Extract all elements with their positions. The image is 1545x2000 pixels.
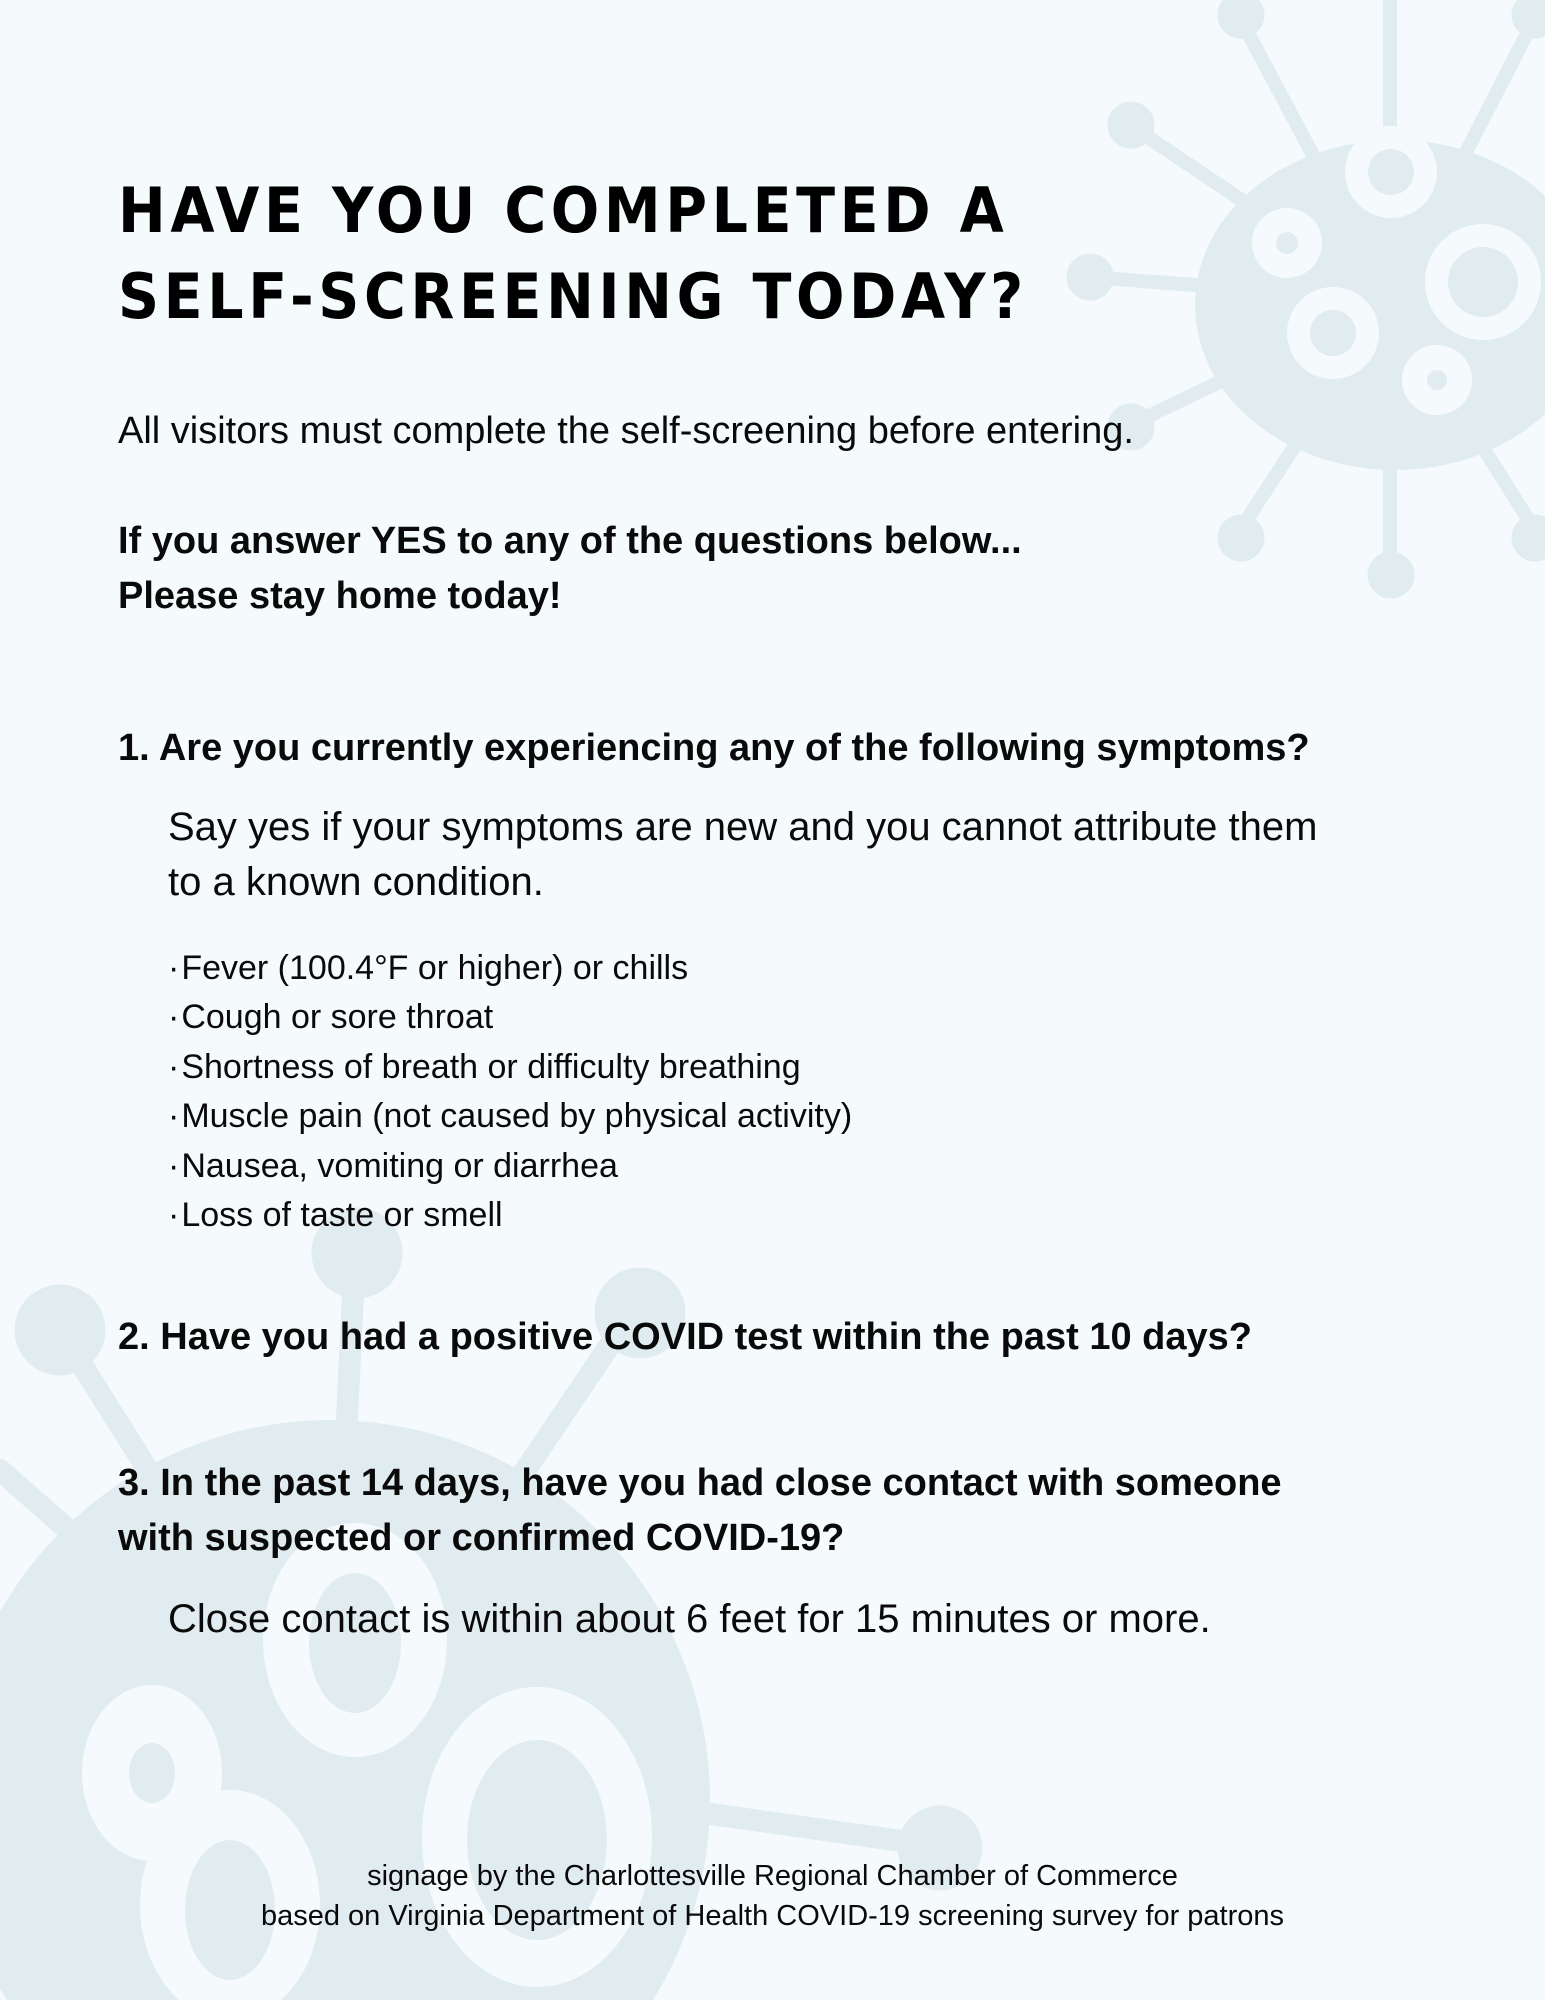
bullet-icon: ·	[168, 1047, 180, 1086]
bullet-icon: ·	[168, 1097, 180, 1136]
list-item	[168, 1043, 852, 1092]
question-1	[118, 721, 1310, 776]
list-item	[168, 1142, 852, 1191]
list-item	[168, 944, 852, 993]
question-3-note	[168, 1592, 1211, 1647]
question-2	[118, 1310, 1252, 1365]
symptom-list	[168, 944, 852, 1240]
question-1-note-line-2: to a known condition.	[168, 860, 544, 904]
question-3	[118, 1456, 1282, 1566]
symptom-label: Muscle pain (not caused by physical activity)	[181, 1097, 853, 1136]
intro-text: All visitors must complete the self-screening before entering.	[118, 410, 1134, 452]
question-3-note-line-1: Close contact is within about 6 feet for 15 minutes or more.	[168, 1597, 1211, 1641]
warning-text	[118, 514, 1022, 624]
list-item	[168, 1092, 852, 1141]
question-1-note-line-1: Say yes if your symptoms are new and you cannot attribute them	[168, 805, 1318, 849]
title-line-1: HAVE YOU COMPLETED A	[118, 174, 1009, 247]
bullet-icon: ·	[168, 1146, 180, 1185]
symptom-label: Shortness of breath or difficulty breathing	[181, 1047, 801, 1086]
bullet-icon: ·	[168, 949, 180, 987]
symptom-label: Cough or sore throat	[181, 998, 494, 1037]
warning-line-2: Please stay home today!	[118, 575, 562, 617]
list-item	[168, 993, 852, 1042]
bullet-icon: ·	[168, 1196, 180, 1235]
question-2-text: 2. Have you had a positive COVID test within the past 10 days?	[118, 1316, 1252, 1358]
bullet-icon: ·	[168, 998, 180, 1037]
title-line-2: SELF-SCREENING TODAY?	[118, 260, 1028, 333]
list-item	[168, 1191, 852, 1240]
question-1-note	[168, 800, 1317, 910]
footer-credit	[0, 1856, 1545, 1936]
symptom-label: Fever (100.4°F or higher) or chills	[181, 949, 689, 987]
symptom-label: Nausea, vomiting or diarrhea	[181, 1146, 618, 1185]
question-3-line-2: with suspected or confirmed COVID-19?	[118, 1517, 845, 1559]
question-3-line-1: 3. In the past 14 days, have you had close contact with someone	[118, 1462, 1282, 1504]
footer-line-1: signage by the Charlottesville Regional Chamber of Commerce	[367, 1860, 1178, 1892]
symptom-label: Loss of taste or smell	[181, 1196, 503, 1235]
footer-line-2: based on Virginia Department of Health COVID-19 screening survey for patrons	[260, 1900, 1285, 1932]
warning-line-1: If you answer YES to any of the questions below...	[118, 520, 1022, 562]
question-1-text: 1. Are you currently experiencing any of the following symptoms?	[118, 727, 1310, 769]
page-title	[118, 168, 1028, 340]
